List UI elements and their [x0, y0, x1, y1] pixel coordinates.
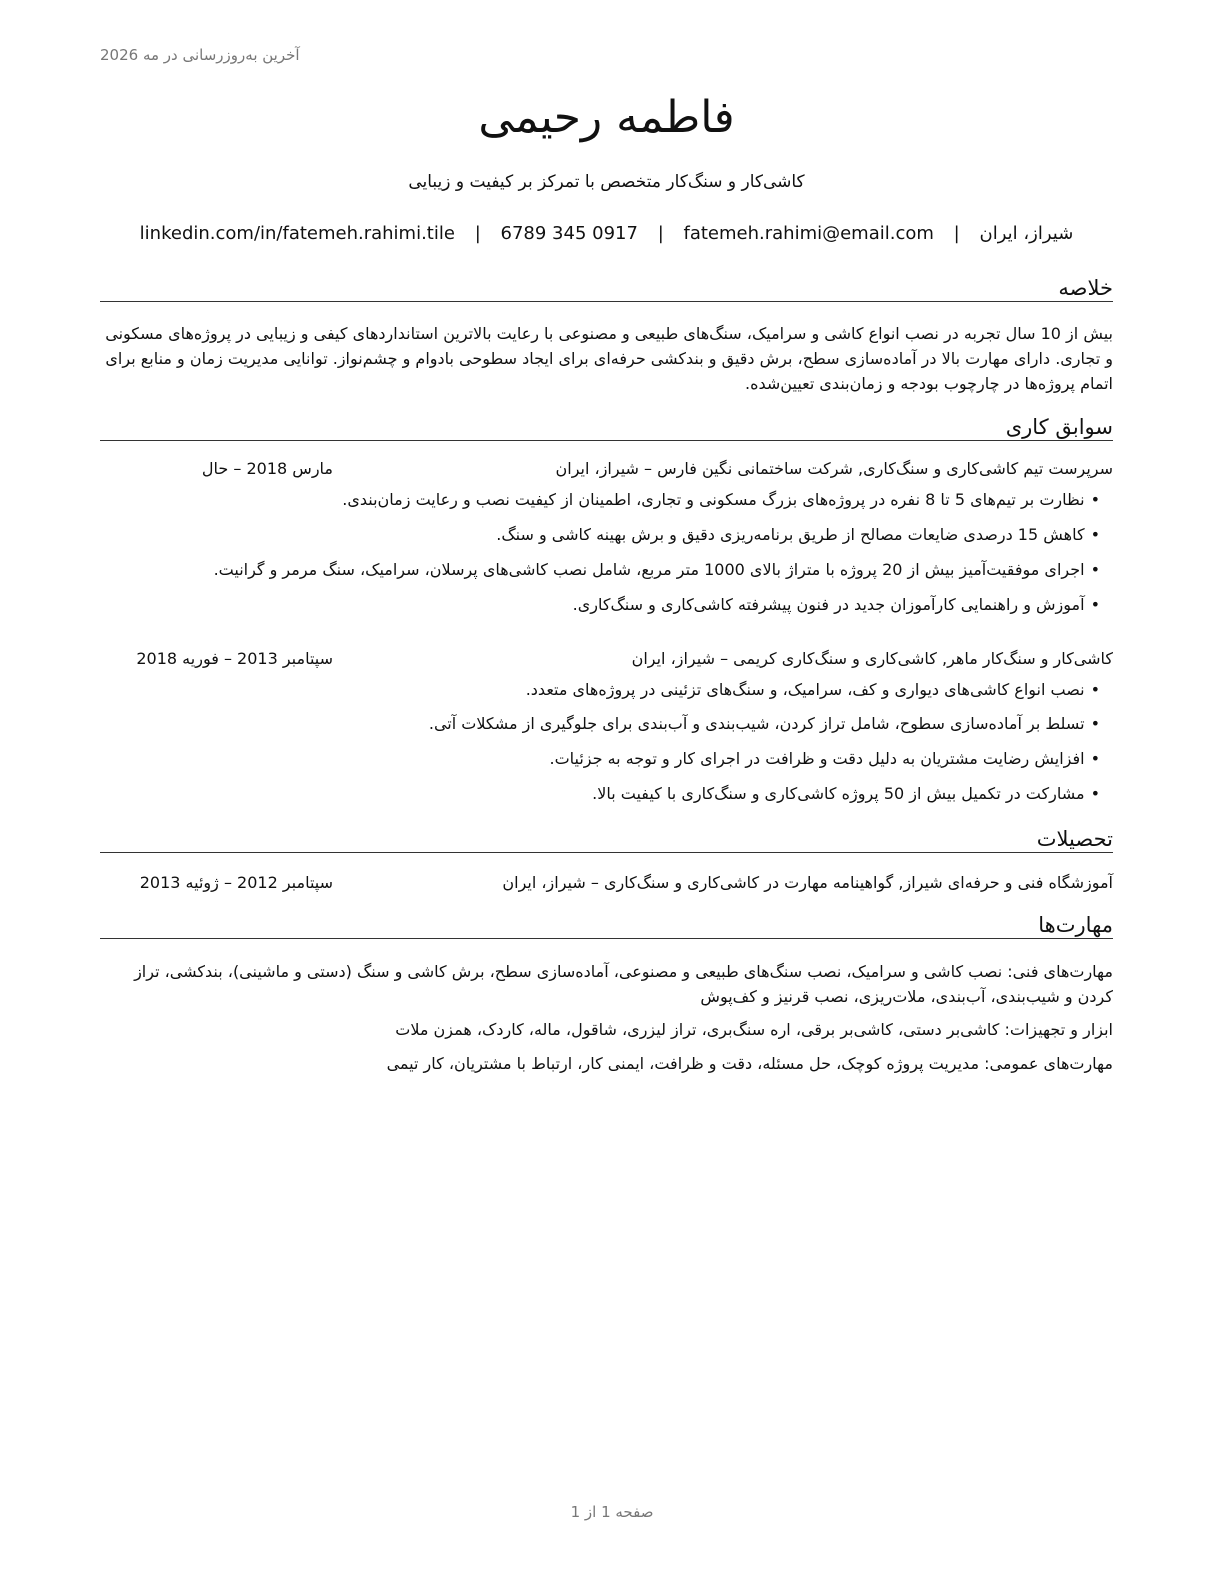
job-bullet: •افزایش رضایت مشتریان به دلیل دقت و ظرافت در اجرای کار و توجه به جزئیات. — [549, 749, 1100, 768]
separator: | — [657, 223, 664, 244]
summary-text: بیش از 10 سال تجربه در نصب انواع کاشی و سرامیک، سنگ‌های طبیعی و مصنوعی با رعایت بالاترین استانداردهای کیفی و زیبایی در پروژه‌های مسکونی و تجاری. دارای مهارت بالا در آماده‌سازی سطح، برش دقیق و بندکشی حرفه‌ای برای ایجاد سطوحی بادوام و چشم‌نواز. توانایی مدیریت زمان و منابع برای اتمام پروژه‌ها در چارچوب بودجه و زمان‌بندی تعیین‌شده. — [105, 324, 1113, 393]
phone-number: 0917 345 6789 — [500, 223, 638, 244]
job-bullet: •نظارت بر تیم‌های 5 تا 8 نفره در پروژه‌های بزرگ مسکونی و تجاری، اطمینان از کیفیت نصب و رعایت زمان‌بندی. — [342, 490, 1100, 509]
job-bullet: •نصب انواع کاشی‌های دیواری و کف، سرامیک، و سنگ‌های تزئینی در پروژه‌های متعدد. — [525, 680, 1100, 699]
job-header — [100, 649, 1113, 675]
location: شیراز، ایران — [979, 223, 1074, 244]
education-title: آموزشگاه فنی و حرفه‌ای شیراز, گواهینامه مهارت در کاشی‌کاری و سنگ‌کاری – شیراز، ایران — [502, 873, 1113, 892]
page-number: صفحه 1 از 1 — [570, 1503, 654, 1521]
job-bullet: •کاهش 15 درصدی ضایعات مصالح از طریق برنامه‌ریزی دقیق و برش بهینه کاشی و سنگ. — [496, 525, 1100, 544]
education-row — [100, 873, 1113, 899]
email-link[interactable]: fatemeh.rahimi@email.com — [683, 223, 934, 244]
job-bullet: •اجرای موفقیت‌آمیز بیش از 20 پروژه با متراژ بالای 1000 متر مربع، شامل نصب کاشی‌های پرسلان، سرامیک، سنگ مرمر و گرانیت. — [213, 560, 1100, 579]
resume-page — [100, 0, 1113, 1584]
section-title-skills: مهارت‌ها — [100, 913, 1113, 939]
job-bullet: •تسلط بر آماده‌سازی سطوح، شامل تراز کردن، شیب‌بندی و آب‌بندی برای جلوگیری از مشکلات آتی. — [428, 714, 1100, 733]
contact-line — [100, 223, 1113, 244]
tagline: کاشی‌کار و سنگ‌کار متخصص با تمرکز بر کیفیت و زیبایی — [408, 172, 805, 192]
candidate-name: فاطمه رحیمی — [478, 92, 735, 143]
job-header — [100, 459, 1113, 485]
separator: | — [474, 223, 481, 244]
section-title-summary: خلاصه — [100, 276, 1113, 302]
job-bullet: •آموزش و راهنمایی کارآموزان جدید در فنون پیشرفته کاشی‌کاری و سنگ‌کاری. — [572, 595, 1100, 614]
last-updated: آخرین به‌روزرسانی در مه 2026 — [100, 46, 300, 64]
section-title-education: تحصیلات — [100, 827, 1113, 853]
separator: | — [953, 223, 960, 244]
job-title: سرپرست تیم کاشی‌کاری و سنگ‌کاری, شرکت ساختمانی نگین فارس – شیراز، ایران — [555, 459, 1113, 478]
job-dates: مارس 2018 – حال — [201, 459, 333, 478]
job-dates: سپتامبر 2013 – فوریه 2018 — [136, 649, 333, 668]
linkedin-link[interactable]: linkedin.com/in/fatemeh.rahimi.tile — [139, 223, 455, 244]
skills-general: مهارت‌های عمومی: مدیریت پروژه کوچک، حل مسئله، دقت و ظرافت، ایمنی کار، ارتباط با مشتریان، کار تیمی — [386, 1054, 1113, 1073]
skills-tools: ابزار و تجهیزات: کاشی‌بر دستی، کاشی‌بر برقی، اره سنگ‌بری، تراز لیزری، شاقول، ماله، کاردک، همزن ملات — [395, 1020, 1113, 1039]
skills-technical: مهارت‌های فنی: نصب کاشی و سرامیک، نصب سنگ‌های طبیعی و مصنوعی، آماده‌سازی سطح، برش کاشی و سنگ (دستی و ماشینی)، بندکشی، تراز کردن و شیب‌بندی، آب‌بندی، ملات‌ریزی، نصب قرنیز و کف‌پوش — [134, 962, 1113, 1006]
job-title: کاشی‌کار و سنگ‌کار ماهر, کاشی‌کاری و سنگ‌کاری کریمی – شیراز، ایران — [631, 649, 1113, 668]
job-bullet: •مشارکت در تکمیل بیش از 50 پروژه کاشی‌کاری و سنگ‌کاری با کیفیت بالا. — [592, 784, 1100, 803]
education-dates: سپتامبر 2012 – ژوئیه 2013 — [139, 873, 333, 892]
section-title-experience: سوابق کاری — [100, 415, 1113, 441]
